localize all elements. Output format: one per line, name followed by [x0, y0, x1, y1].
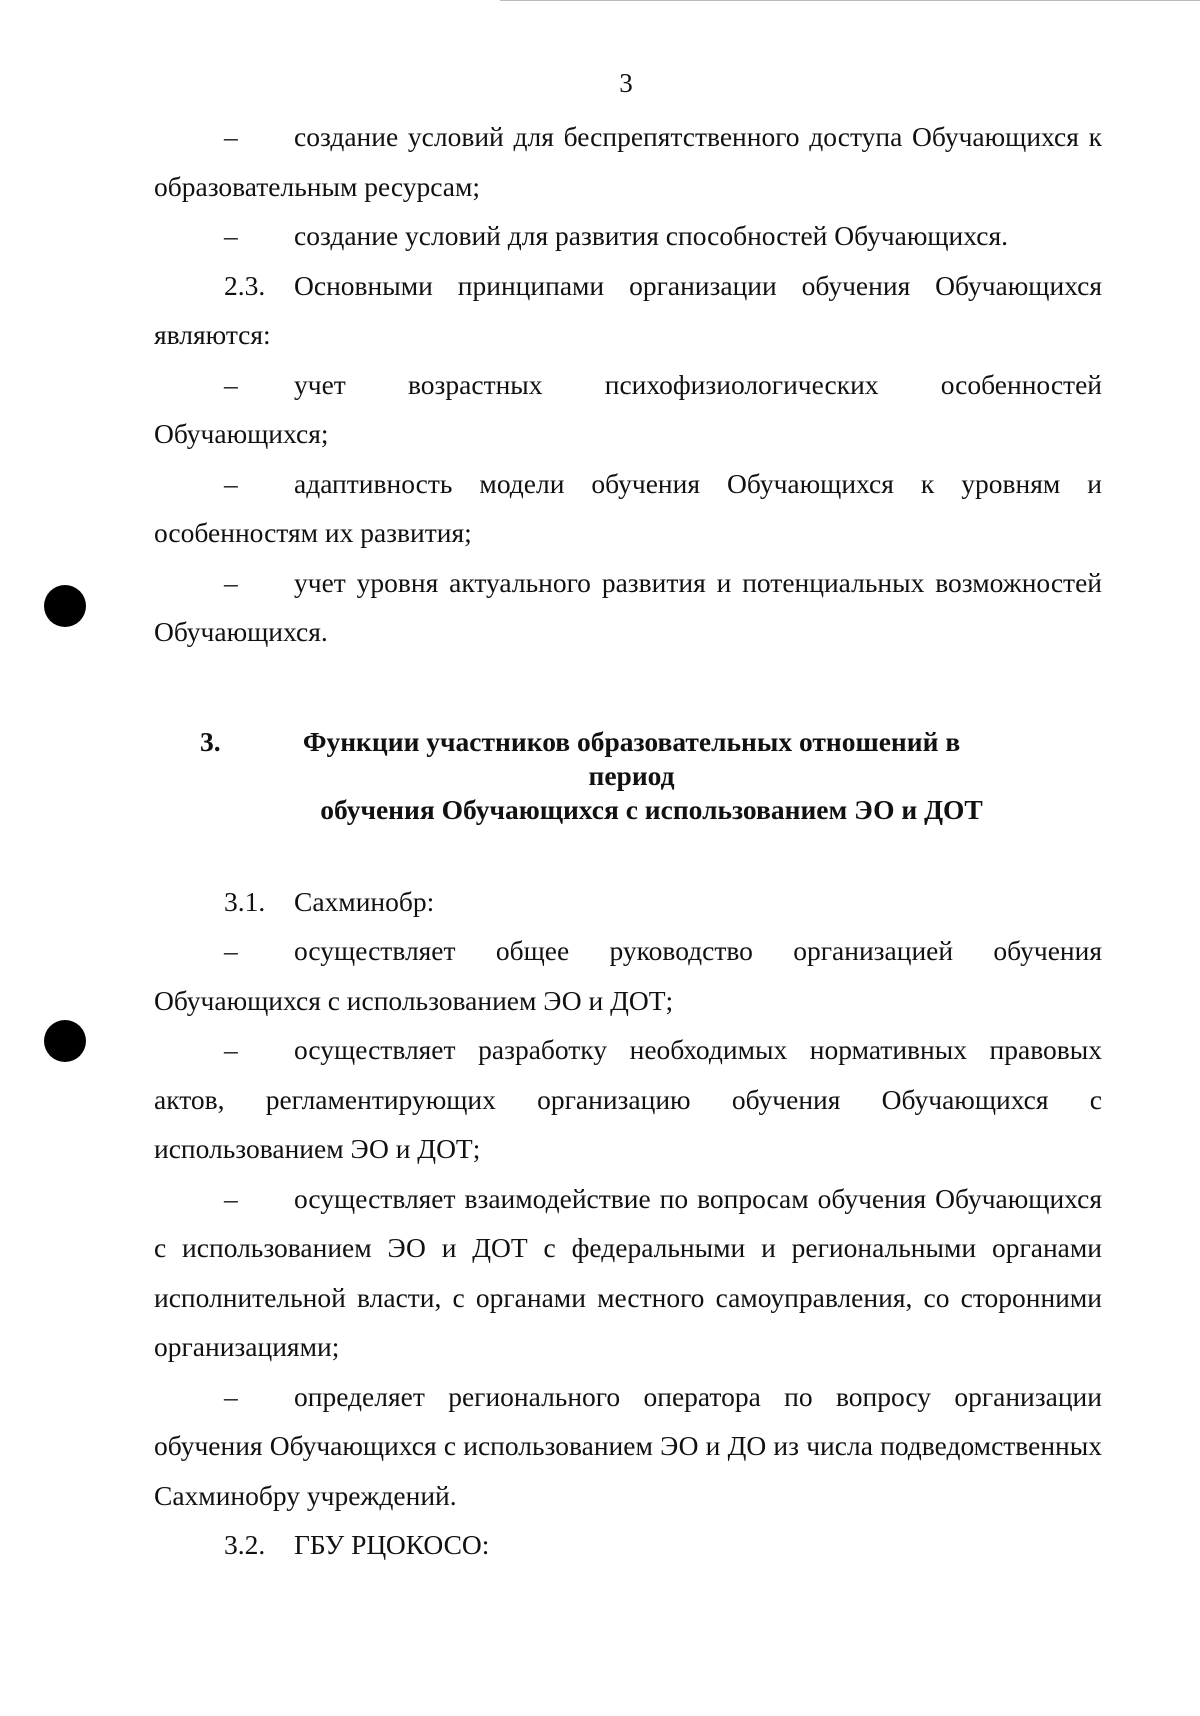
- item-number: 2.3.: [224, 269, 266, 301]
- dash-marker: –: [224, 368, 238, 400]
- paragraph-text: учет возрастных психофизиологических особенностей Обучающихся;: [154, 368, 1102, 449]
- dash-marker: –: [224, 1182, 238, 1214]
- dash-marker: –: [224, 566, 238, 598]
- dash-marker: –: [224, 1380, 238, 1412]
- paragraph-text: создание условий для развития способностей Обучающихся.: [294, 220, 1008, 251]
- list-item: [154, 459, 1102, 558]
- numbered-paragraph: [154, 1520, 1102, 1570]
- list-item: [154, 926, 1102, 1025]
- list-item: [154, 558, 1102, 657]
- section-heading: [154, 725, 1102, 827]
- document-body: [154, 112, 1102, 1570]
- paragraph-text: осуществляет взаимодействие по вопросам обучения Обучающихся с использованием ЭО и ДОТ с федеральными и региональными органами исполнительной власти, с органами местного самоуправления, со сторонними организациями;: [154, 1182, 1102, 1362]
- list-item: [154, 211, 1102, 261]
- paragraph-text: осуществляет общее руководство организацией обучения Обучающихся с использованием ЭО и ДОТ;: [154, 935, 1102, 1016]
- paragraph-text: Сахминобр:: [294, 885, 435, 917]
- paragraph-text: Основными принципами организации обучения Обучающихся являются:: [154, 269, 1102, 350]
- paragraph-text: адаптивность модели обучения Обучающихся к уровням и особенностям их развития;: [154, 467, 1102, 548]
- numbered-paragraph: [154, 877, 1102, 927]
- list-item: [154, 1372, 1102, 1521]
- paragraph-text: учет уровня актуального развития и потенциальных возможностей Обучающихся.: [154, 566, 1102, 647]
- section-blocks: [154, 877, 1102, 1570]
- punch-hole-bottom: [44, 1020, 86, 1062]
- numbered-paragraph: [154, 261, 1102, 360]
- paragraph-text: создание условий для беспрепятственного доступа Обучающихся к образовательным ресурсам;: [154, 121, 1102, 202]
- paragraph-text: осуществляет разработку необходимых нормативных правовых актов, регламентирующих организацию обучения Обучающихся с использованием ЭО и ДОТ;: [154, 1034, 1102, 1164]
- page-number: 3: [619, 68, 633, 98]
- section-number: 3.: [200, 725, 221, 757]
- list-item: [154, 1174, 1102, 1372]
- dash-marker: –: [224, 1034, 238, 1065]
- intro-blocks: [154, 112, 1102, 657]
- list-item: [154, 1025, 1102, 1174]
- item-number: 3.1.: [224, 885, 266, 917]
- section-title-line-2: обучения Обучающихся с использованием ЭО и ДОТ: [320, 793, 983, 825]
- section-title-line-1: Функции участников образовательных отношений в период: [302, 725, 961, 791]
- list-item: [154, 112, 1102, 211]
- dash-marker: –: [224, 935, 238, 966]
- scan-edge-line: [500, 0, 1200, 1]
- dash-marker: –: [224, 467, 238, 499]
- paragraph-text: ГБУ РЦОКОСО:: [294, 1529, 490, 1560]
- punch-hole-top: [44, 585, 86, 627]
- paragraph-text: определяет регионального оператора по вопросу организации обучения Обучающихся с использованием ЭО и ДО из числа подведомственных Сахминобру учреждений.: [154, 1380, 1102, 1511]
- dash-marker: –: [224, 121, 238, 152]
- list-item: [154, 360, 1102, 459]
- item-number: 3.2.: [224, 1529, 266, 1560]
- dash-marker: –: [224, 220, 238, 251]
